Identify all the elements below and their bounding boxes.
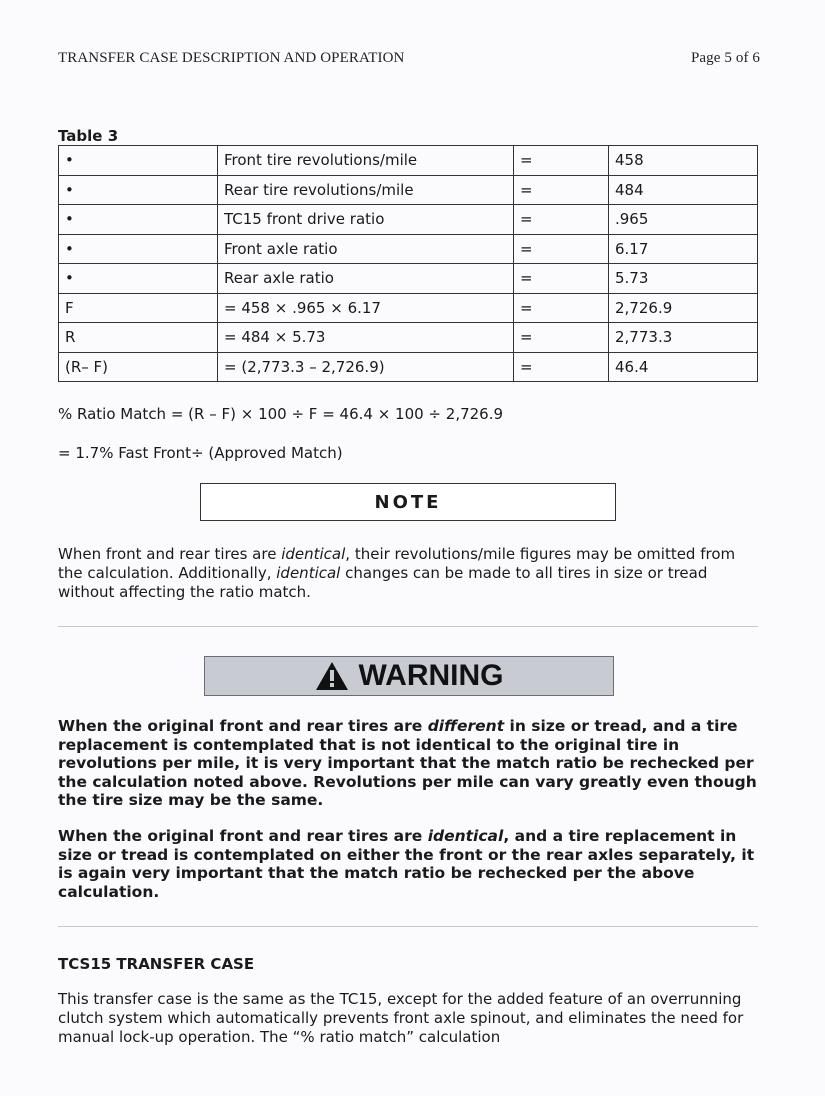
warning-label: WARNING [358,659,504,692]
table-cell: F [59,293,218,323]
warning-paragraph-1: When the original front and rear tires are different in size or tread, and a tire replacement is contemplated that is not identical to the original tire in revolutions per mile, it is very important that the match ratio be rechecked per the calculation noted above. Revolutions per mile can vary greatly even though the tire size may be the same. [58,717,757,809]
table-cell: TC15 front drive ratio [218,205,514,235]
table-cell: • [59,264,218,294]
warning-paragraph-2: When the original front and rear tires are identical, and a tire replacement in size or tread is contemplated on either the front or the rear axles separately, it is again very important that the match ratio be rechecked per the above calculation. [58,827,755,901]
table-row [59,293,758,323]
ratio-match-result: = 1.7% Fast Front÷ (Approved Match) [58,444,343,462]
note-heading: NOTE [200,483,616,521]
table-row [59,175,758,205]
table-cell: 2,726.9 [609,293,758,323]
table-cell: .965 [609,205,758,235]
table-cell: = 484 × 5.73 [218,323,514,353]
table-cell: = [514,205,609,235]
warning-heading [204,656,614,696]
table-cell: 5.73 [609,264,758,294]
table-cell: = [514,234,609,264]
warning-triangle-icon [315,661,349,691]
table-row [59,234,758,264]
table-cell: = [514,146,609,176]
section-title: TCS15 TRANSFER CASE [58,955,255,973]
table-cell: = [514,293,609,323]
table-cell: = [514,175,609,205]
header-title: TRANSFER CASE DESCRIPTION AND OPERATION [58,50,405,66]
table-cell: Front tire revolutions/mile [218,146,514,176]
table-title: Table 3 [58,127,119,145]
page-number: Page 5 of 6 [690,50,760,66]
table-cell: • [59,146,218,176]
table-row [59,264,758,294]
section-paragraph: This transfer case is the same as the TC15, except for the added feature of an overrunning clutch system which automatically prevents front axle spinout, and eliminates the need for manual lock-up operation. The “% ratio match” calculation [58,990,744,1046]
table-row [59,323,758,353]
table-cell: Rear axle ratio [218,264,514,294]
note-paragraph: When front and rear tires are identical, their revolutions/mile figures may be omitted from the calculation. Additionally, identical changes can be made to all tires in size or tread without affecting the ratio match. [58,545,736,601]
table-cell: = [514,323,609,353]
table-cell: 2,773.3 [609,323,758,353]
table-cell: Rear tire revolutions/mile [218,175,514,205]
table-cell: 6.17 [609,234,758,264]
table-row [59,352,758,382]
ratio-table [58,145,758,382]
table-cell: R [59,323,218,353]
divider [58,926,758,927]
table-cell: 484 [609,175,758,205]
table-cell: Front axle ratio [218,234,514,264]
table-cell: = 458 × .965 × 6.17 [218,293,514,323]
ratio-match-formula: % Ratio Match = (R – F) × 100 ÷ F = 46.4 × 100 ÷ 2,726.9 [58,405,504,423]
table-cell: = [514,264,609,294]
divider [58,626,758,627]
table-cell: • [59,234,218,264]
table-cell: = (2,773.3 – 2,726.9) [218,352,514,382]
table-cell: • [59,175,218,205]
table-cell: • [59,205,218,235]
table-row [59,146,758,176]
table-cell: 458 [609,146,758,176]
table-row [59,205,758,235]
table-cell: = [514,352,609,382]
table-cell: (R– F) [59,352,218,382]
table-cell: 46.4 [609,352,758,382]
